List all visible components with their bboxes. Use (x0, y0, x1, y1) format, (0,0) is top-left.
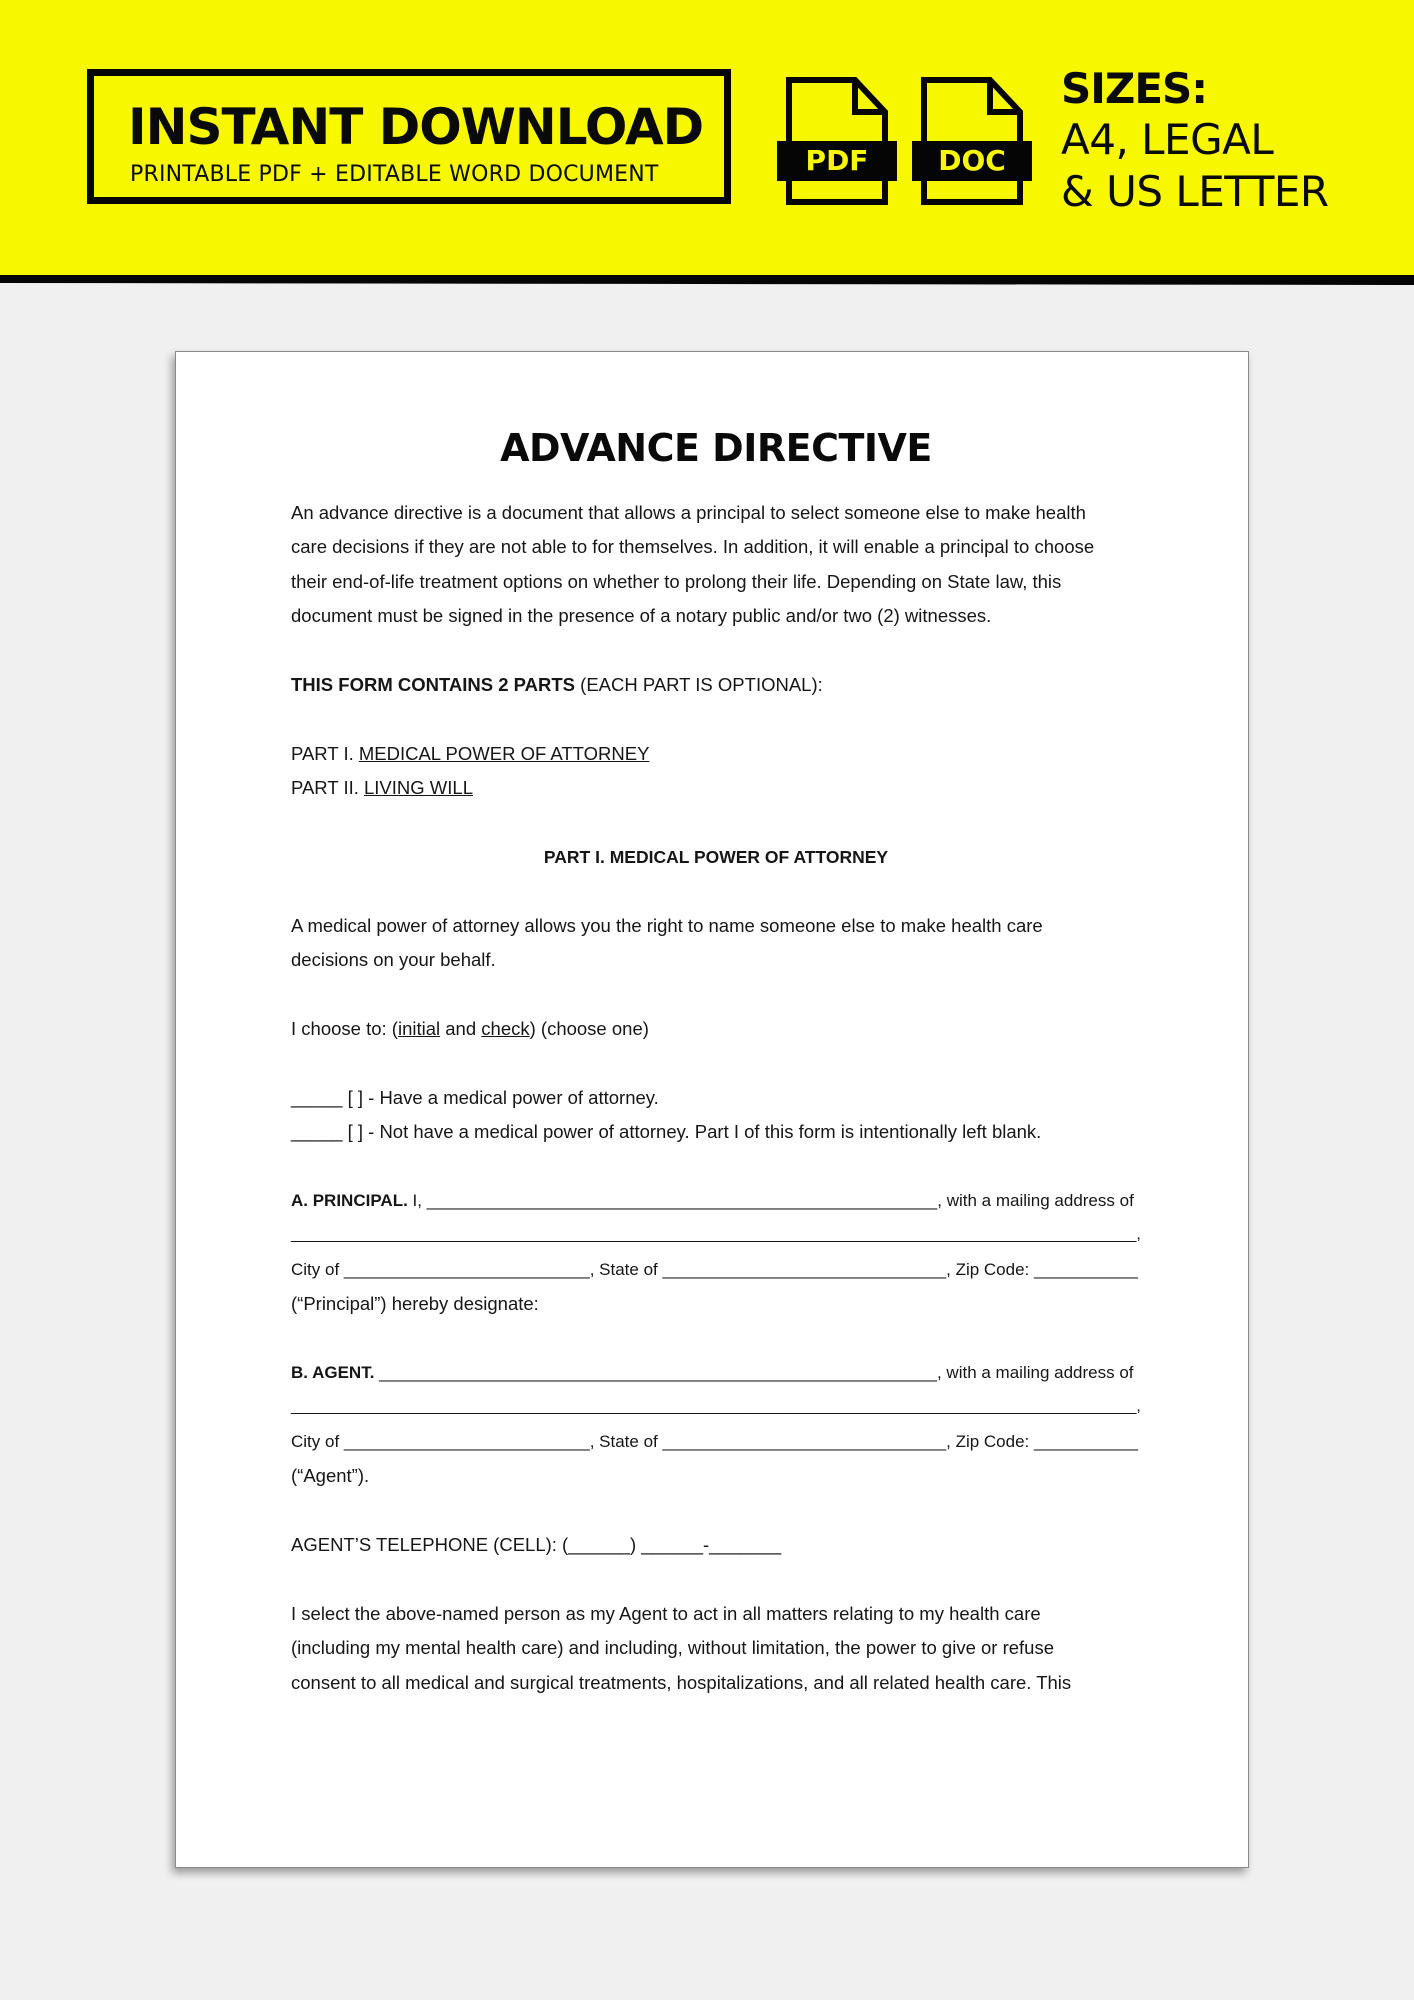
promo-banner (0, 0, 1414, 276)
pdf-file-icon (775, 76, 899, 206)
principal-name-line[interactable] (291, 1184, 1134, 1218)
part-link-living-will[interactable]: LIVING WILL (364, 777, 473, 798)
headline: INSTANT DOWNLOAD (128, 98, 704, 156)
initial-text: initial (397, 1018, 441, 1039)
parts-heading-bold: THIS FORM CONTAINS 2 PARTS (291, 674, 576, 695)
parts-heading (291, 668, 823, 702)
instant-download-box (87, 69, 731, 204)
principal-name-field[interactable]: I, ______________________________________________________, with a mailing address of (407, 1191, 1134, 1210)
authority-line: consent to all medical and surgical treatments, hospitalizations, and all related health care. This (291, 1672, 1072, 1693)
agent-designation-text: (“Agent”). (291, 1465, 370, 1486)
part-link-medical-poa[interactable]: MEDICAL POWER OF ATTORNEY (358, 743, 650, 764)
agent-label: B. AGENT. (291, 1363, 375, 1382)
principal-city-state-zip-field[interactable]: City of __________________________, State of ______________________________, Zip Code: ___________ (291, 1260, 1138, 1279)
document-page (175, 351, 1249, 1868)
check-text: check (481, 1018, 530, 1039)
choose-text: and (440, 1018, 482, 1039)
principal-address-field[interactable]: _______________________________________________________________________________________________, (291, 1226, 1141, 1243)
section-intro-line: A medical power of attorney allows you the right to name someone else to make health care (291, 915, 1043, 936)
sizes-line-1: A4, LEGAL (1061, 115, 1274, 164)
part-list-item (291, 771, 473, 805)
option-have-poa[interactable]: _____ [ ] - Have a medical power of attorney. (291, 1087, 659, 1108)
subheadline: PRINTABLE PDF + EDITABLE WORD DOCUMENT (130, 162, 659, 187)
option-not-have-poa[interactable]: _____ [ ] - Not have a medical power of attorney. Part I of this form is intentionally left blank. (291, 1121, 1042, 1142)
sizes-info (1061, 64, 1329, 218)
parts-heading-note: (EACH PART IS OPTIONAL): (575, 674, 823, 695)
principal-designate-text: (“Principal”) hereby designate: (291, 1293, 539, 1314)
choose-text: I choose to: ( (291, 1018, 398, 1039)
authority-line: I select the above-named person as my Agent to act in all matters relating to my health care (291, 1603, 1041, 1624)
part-list-item (291, 737, 649, 771)
part-prefix: PART II. (291, 777, 364, 798)
intro-line: their end-of-life treatment options on whether to prolong their life. Depending on State law, this (291, 571, 1062, 592)
pdf-label: PDF (805, 144, 869, 177)
choose-instruction (291, 1012, 649, 1046)
sizes-line-2: & US LETTER (1061, 167, 1329, 216)
agent-city-state-zip-field[interactable]: City of __________________________, State of ______________________________, Zip Code: ___________ (291, 1432, 1138, 1451)
doc-file-icon (910, 76, 1034, 206)
agent-address-field[interactable]: _______________________________________________________________________________________________, (291, 1398, 1141, 1415)
sizes-heading: SIZES: (1061, 64, 1208, 113)
principal-label: A. PRINCIPAL. (291, 1191, 408, 1210)
intro-line: An advance directive is a document that allows a principal to select someone else to make health (291, 502, 1086, 523)
section-heading: PART I. MEDICAL POWER OF ATTORNEY (543, 847, 889, 867)
agent-phone-field[interactable]: AGENT’S TELEPHONE (CELL): (______) ______-_______ (291, 1534, 782, 1555)
section-intro-line: decisions on your behalf. (291, 949, 496, 970)
agent-name-line[interactable] (291, 1356, 1134, 1390)
agent-name-field[interactable]: ___________________________________________________________, with a mailing address of (374, 1363, 1134, 1382)
banner-divider (0, 275, 1414, 285)
intro-line: care decisions if they are not able to for themselves. In addition, it will enable a principal to choose (291, 536, 1095, 557)
document-title: ADVANCE DIRECTIVE (500, 426, 932, 470)
intro-line: document must be signed in the presence of a notary public and/or two (2) witnesses. (291, 605, 992, 626)
choose-text: ) (choose one) (529, 1018, 649, 1039)
part-prefix: PART I. (291, 743, 359, 764)
doc-label: DOC (938, 144, 1006, 177)
authority-line: (including my mental health care) and including, without limitation, the power to give or refuse (291, 1637, 1055, 1658)
